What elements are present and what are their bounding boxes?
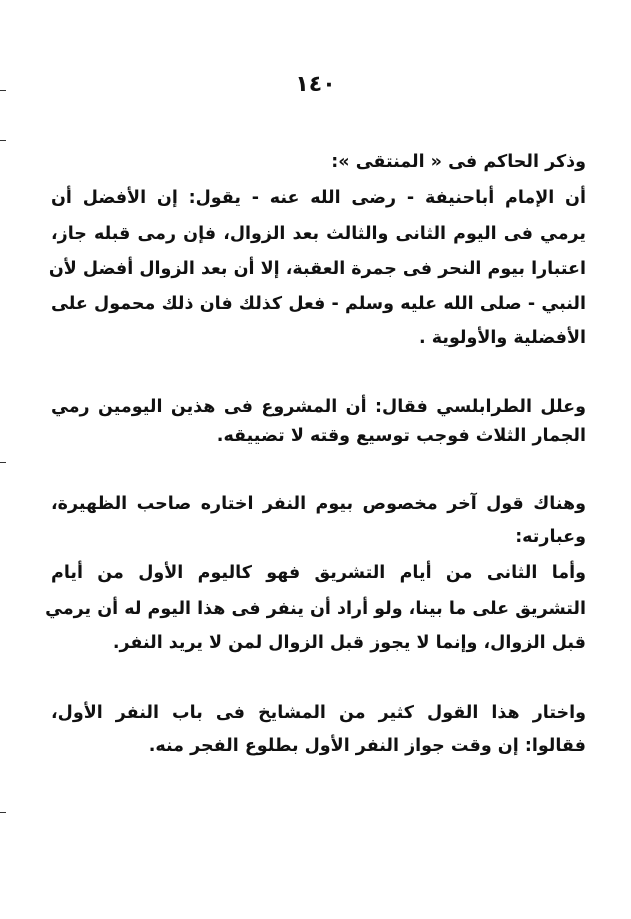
paragraph-3-line-5: قبل الزوال، وإنما لا يجوز قبل الزوال لمن لا يريد النفر. xyxy=(112,633,586,653)
page-number: ١٤٠ xyxy=(295,72,336,97)
paragraph-4-line-2: فقالوا: إن وقت جواز النفر الأول بطلوع الفجر منه. xyxy=(148,736,586,756)
scan-edge-mark xyxy=(0,812,6,813)
paragraph-3-line-2: وعبارته: xyxy=(515,527,586,547)
paragraph-1-line-5: النبي - صلى الله عليه وسلم - فعل كذلك فان ذلك محمول على xyxy=(51,294,586,314)
paragraph-3-line-1: وهناك قول آخر مخصوص بيوم النفر اختاره صاحب الظهيرة، xyxy=(51,494,586,514)
paragraph-3-line-3: وأما الثانى من أيام التشريق فهو كاليوم الأول من أيام xyxy=(51,563,586,583)
paragraph-1-line-3: يرمي فى اليوم الثانى والثالث بعد الزوال، فإن رمى قبله جاز، xyxy=(51,224,586,244)
paragraph-2-line-1: وعلل الطرابلسي فقال: أن المشروع فى هذين اليومين رمي xyxy=(51,397,586,417)
paragraph-2-line-2: الجمار الثلاث فوجب توسيع وقته لا تضييقه. xyxy=(216,426,586,446)
paragraph-4-line-1: واختار هذا القول كثير من المشايخ فى باب النفر الأول، xyxy=(51,703,586,723)
paragraph-1-line-1: وذكر الحاكم فى « المنتقى »: xyxy=(331,152,586,172)
paragraph-1-line-6: الأفضلية والأولوية . xyxy=(419,328,586,348)
paragraph-3-line-4: التشريق على ما بينا، ولو أراد أن ينفر فى هذا اليوم له أن يرمي xyxy=(45,599,586,619)
paragraph-1-line-4: اعتبارا بيوم النحر فى جمرة العقبة، إلا أن بعد الزوال أفضل لأن xyxy=(48,259,586,279)
paragraph-1-line-2: أن الإمام أباحنيفة - رضى الله عنه - يقول: إن الأفضل أن xyxy=(51,188,586,208)
scan-edge-mark xyxy=(0,140,6,141)
scan-edge-mark xyxy=(0,462,6,463)
